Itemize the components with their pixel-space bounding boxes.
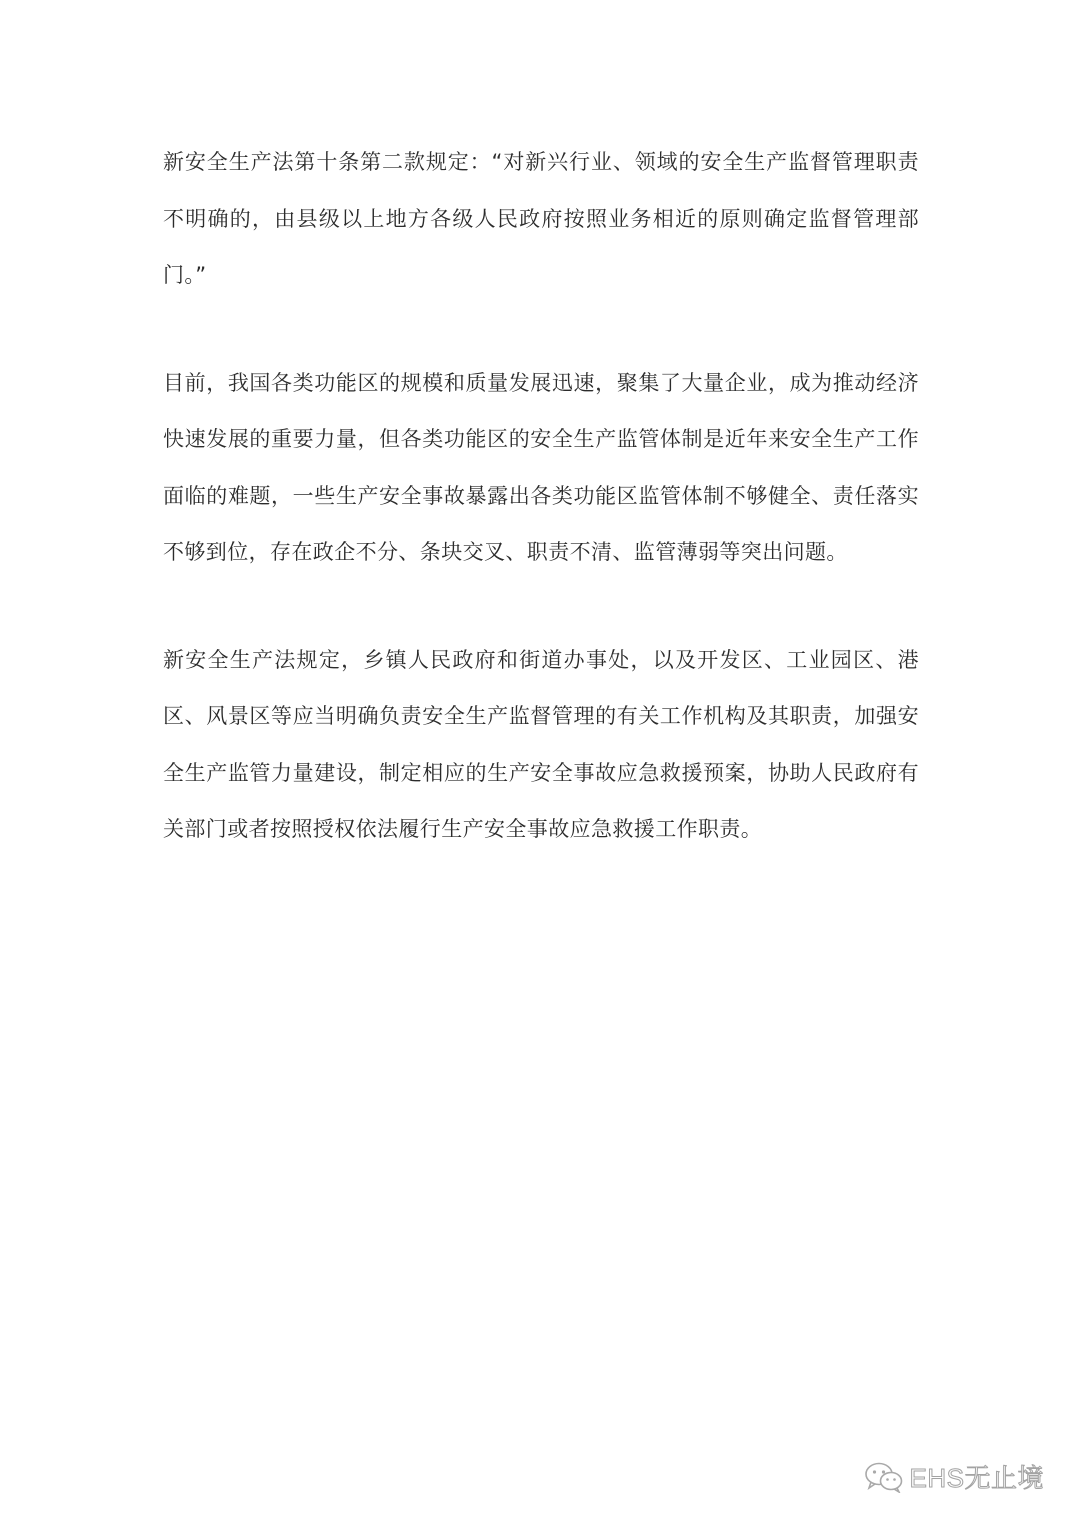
document-body [163, 134, 919, 858]
paragraph-township-regulation: 新安全生产法规定，乡镇人民政府和街道办事处，以及开发区、工业园区、港区、风景区等应当明确负责安全生产监督管理的有关工作机构及其职责，加强安全生产监管力量建设，制定相应的生产安全事故应急救援预案，协助人民政府有关部门或者按照授权依法履行生产安全事故应急救援工作职责。 [163, 647, 919, 841]
wechat-icon [864, 1461, 904, 1493]
watermark [864, 1458, 1044, 1495]
paragraph-functional-zones: 目前，我国各类功能区的规模和质量发展迅速，聚集了大量企业，成为推动经济快速发展的重要力量，但各类功能区的安全生产监管体制是近年来安全生产工作面临的难题，一些生产安全事故暴露出各类功能区监管体制不够健全、责任落实不够到位，存在政企不分、条块交叉、职责不清、监管薄弱等突出问题。 [163, 370, 919, 564]
watermark-text: EHS无止境 [909, 1463, 1044, 1493]
paragraph-article-10: 新安全生产法第十条第二款规定：“对新兴行业、领域的安全生产监督管理职责不明确的，由县级以上地方各级人民政府按照业务相近的原则确定监督管理部门。” [163, 150, 919, 287]
